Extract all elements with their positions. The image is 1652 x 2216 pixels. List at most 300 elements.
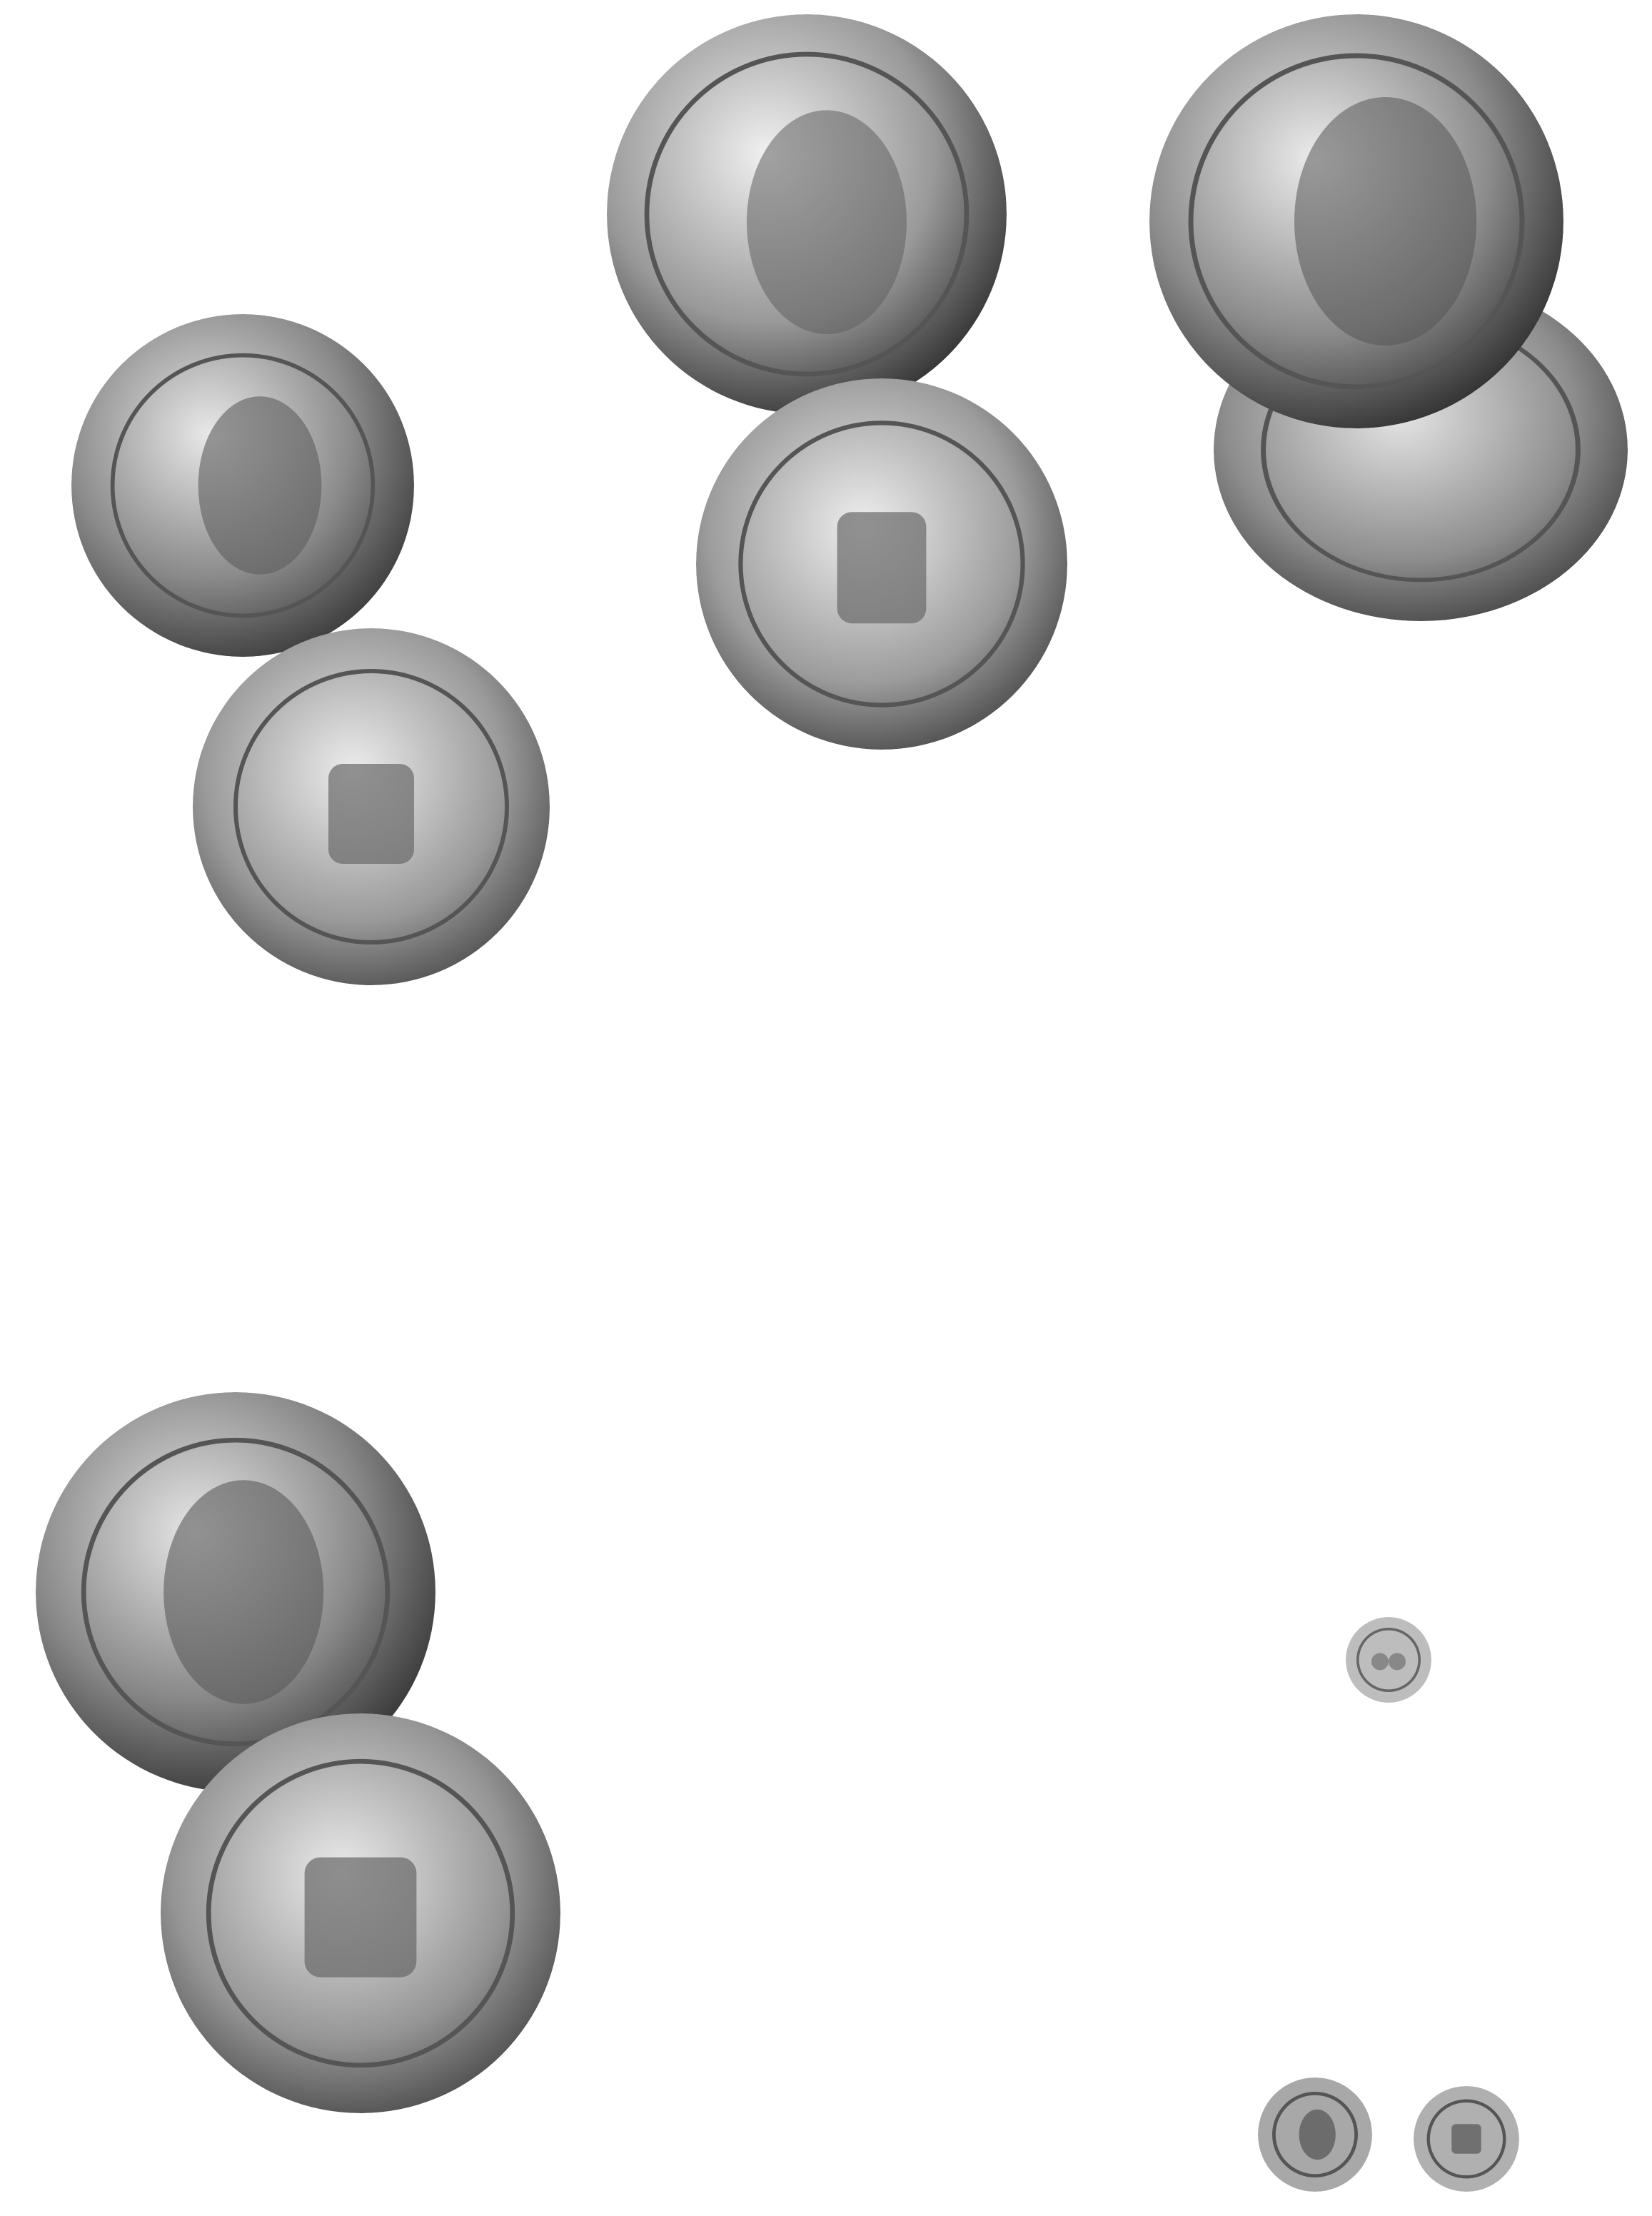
table-cell — [243, 2166, 293, 2182]
table-cell — [1142, 1766, 1210, 1782]
table-cell — [960, 948, 1035, 965]
table-cell — [1142, 797, 1210, 814]
table-cell — [821, 815, 889, 831]
table-cell — [353, 1129, 421, 1146]
table-cell — [353, 2124, 421, 2140]
table-cell — [1356, 1749, 1424, 1766]
table-header — [607, 798, 1107, 815]
table-cell — [1496, 977, 1571, 994]
table-cell — [1035, 1341, 1107, 1358]
table-cell — [421, 1071, 514, 1087]
table-cell — [760, 965, 821, 981]
table-cell — [1571, 945, 1642, 961]
table-cell — [1142, 1825, 1210, 1841]
table-cell — [1035, 1416, 1107, 1433]
table-cell — [514, 1087, 571, 1104]
table-row — [79, 166, 578, 183]
table-row — [79, 1129, 578, 1146]
table-cell — [675, 1475, 760, 1491]
table-cell — [889, 1107, 960, 1124]
table-cell — [1210, 905, 1296, 921]
table-cell — [1296, 855, 1356, 872]
table-cell — [760, 1341, 821, 1358]
table-cell — [1035, 1065, 1107, 1082]
table-cell — [607, 1107, 675, 1124]
table-cell — [960, 1224, 1035, 1241]
table-cell — [760, 1475, 821, 1491]
table-cell — [343, 84, 414, 101]
table-cell — [607, 1166, 675, 1182]
table-cell — [1210, 1749, 1296, 1766]
table-row — [1142, 1907, 1642, 1923]
table-cell — [607, 1049, 675, 1065]
table-cell — [1424, 685, 1496, 701]
table-cell — [79, 35, 146, 51]
column-1-lower — [79, 994, 578, 1188]
table-cell — [1210, 1841, 1296, 1858]
table-cell — [675, 1208, 760, 1224]
table-cell — [821, 1433, 889, 1449]
table-cell — [607, 1208, 675, 1224]
table-cell — [889, 815, 960, 831]
table-cell — [1296, 1874, 1356, 1890]
table-cell — [1571, 1858, 1642, 1874]
table-cell — [1356, 1782, 1424, 1798]
table-cell — [1356, 888, 1424, 905]
table-cell — [960, 1416, 1035, 1433]
table-cell — [1424, 1874, 1496, 1890]
table-cell — [1496, 994, 1571, 1010]
table-cell — [1035, 1107, 1107, 1124]
table-cell — [760, 873, 821, 890]
table-cell — [1356, 685, 1424, 701]
table-cell — [79, 2124, 146, 2140]
table-cell — [1035, 1257, 1107, 1274]
table-cell — [1356, 1890, 1424, 1907]
table-cell — [960, 1149, 1035, 1166]
table-cell — [1571, 685, 1642, 701]
dav-ref — [79, 994, 578, 1012]
table-cell — [607, 1475, 675, 1491]
table-cell — [960, 915, 1035, 932]
table-row — [79, 1087, 578, 1104]
table-cell — [1035, 1208, 1107, 1224]
header-vg — [289, 19, 350, 35]
table-cell — [146, 35, 228, 51]
table-cell — [1571, 1027, 1642, 1043]
table-cell — [1296, 760, 1356, 776]
table-cell — [1571, 1907, 1642, 1923]
table-row — [1142, 872, 1642, 888]
table-cell — [1210, 743, 1296, 760]
table-cell — [1496, 921, 1571, 937]
table-cell — [146, 2166, 243, 2182]
table-cell — [1424, 1841, 1496, 1858]
table-cell — [1035, 965, 1107, 981]
table-cell — [228, 84, 278, 101]
coin-image-km94-obverse — [607, 14, 1007, 414]
table-cell — [821, 1299, 889, 1316]
table-cell — [414, 117, 485, 134]
table-cell — [1424, 921, 1496, 937]
table-cell — [760, 1065, 821, 1082]
table-cell — [1496, 1907, 1571, 1923]
table-cell — [1142, 1841, 1210, 1858]
table-cell — [228, 150, 278, 166]
table-cell — [1296, 945, 1356, 961]
table-cell — [675, 857, 760, 873]
table-cell — [760, 815, 821, 831]
table-row — [607, 948, 1107, 965]
table-cell — [1485, 797, 1578, 814]
table-row — [79, 68, 578, 84]
table-cell — [821, 1416, 889, 1433]
table-cell — [889, 1433, 960, 1449]
coin-image-km90-obverse — [71, 314, 414, 657]
table-cell — [1571, 1782, 1642, 1798]
table-row — [607, 1149, 1107, 1166]
table-cell — [889, 965, 960, 981]
table-cell — [1296, 1782, 1356, 1798]
table-cell — [1424, 822, 1496, 839]
table-cell — [1424, 839, 1496, 855]
table-cell — [1296, 977, 1356, 994]
table-cell — [343, 68, 414, 84]
table-cell — [1296, 872, 1356, 888]
table-cell — [278, 150, 564, 166]
table-cell — [514, 2124, 571, 2140]
table-cell — [1210, 1027, 1296, 1043]
table-cell — [79, 1071, 146, 1087]
table-cell — [1571, 855, 1642, 872]
table-row — [1142, 822, 1642, 839]
table-cell — [1035, 1049, 1107, 1065]
coin-image-1-8-ducat — [1346, 1617, 1431, 1703]
table-cell — [1424, 1010, 1496, 1027]
table-cell — [821, 1358, 889, 1374]
table-cell — [889, 932, 960, 948]
table-cell — [1296, 921, 1356, 937]
table-cell — [1210, 921, 1296, 937]
table-cell — [1142, 743, 1210, 760]
table-cell — [760, 915, 821, 932]
table-row — [1142, 1874, 1642, 1890]
table-cell — [1296, 1841, 1356, 1858]
table-cell — [1496, 1766, 1571, 1782]
table-cell — [1142, 888, 1210, 905]
table-cell — [760, 857, 821, 873]
table-row — [607, 1049, 1107, 1065]
table-cell — [228, 134, 278, 150]
table-cell — [607, 948, 675, 965]
table-header — [79, 19, 578, 35]
table-cell — [1356, 994, 1424, 1010]
table-cell — [414, 101, 485, 117]
table-cell — [1496, 1890, 1571, 1907]
table-cell — [760, 1400, 821, 1416]
table-cell — [1356, 1858, 1424, 1874]
table-row — [607, 1224, 1107, 1241]
table-cell — [1035, 1149, 1107, 1166]
dav-ref — [79, 1111, 578, 1129]
table-cell — [1424, 961, 1496, 977]
table-cell — [760, 1358, 821, 1374]
table-cell — [293, 1029, 353, 1045]
table-cell — [960, 932, 1035, 948]
table-cell — [293, 2166, 353, 2182]
dav-ref — [79, 1052, 578, 1071]
table-cell — [1496, 961, 1571, 977]
table-cell — [1424, 945, 1496, 961]
table-row — [607, 1166, 1107, 1182]
table-row — [1142, 1766, 1642, 1782]
table-cell — [960, 1107, 1035, 1124]
dav-ref — [607, 1089, 1107, 1107]
table-cell — [1142, 1749, 1210, 1766]
table-cell — [607, 1400, 675, 1416]
table-cell — [1356, 855, 1424, 872]
table-cell — [675, 932, 760, 948]
table-cell — [675, 915, 760, 932]
dav-ref — [607, 1323, 1107, 1341]
table-cell — [607, 1065, 675, 1082]
table-row — [1142, 839, 1642, 855]
table-cell — [243, 1129, 293, 1146]
table-cell — [1035, 1224, 1107, 1241]
table-cell — [889, 948, 960, 965]
table-cell — [607, 1224, 675, 1241]
header-fine — [350, 19, 421, 35]
table-cell — [1571, 822, 1642, 839]
table-cell — [1496, 905, 1571, 921]
table-cell — [414, 35, 485, 51]
table-cell — [1424, 701, 1496, 717]
table-cell — [889, 1208, 960, 1224]
table-cell — [1424, 994, 1496, 1010]
table-cell — [821, 948, 889, 965]
table-cell — [146, 1012, 243, 1029]
table-cell — [1142, 1858, 1210, 1874]
table-cell — [675, 948, 760, 965]
header-km — [79, 19, 146, 35]
table-row — [607, 1475, 1107, 1491]
table-cell — [353, 1087, 421, 1104]
dav-ref — [1142, 725, 1642, 743]
km89-table — [79, 35, 578, 150]
table-row — [1142, 921, 1642, 937]
table-cell — [1496, 1874, 1571, 1890]
table-cell — [1296, 1749, 1356, 1766]
table-cell — [960, 1049, 1035, 1065]
table-cell — [760, 1007, 821, 1023]
table-row — [79, 84, 578, 101]
table-cell — [760, 948, 821, 965]
table-row — [607, 815, 1107, 831]
table-cell — [821, 1007, 889, 1023]
table-cell — [889, 1049, 960, 1065]
table-cell — [675, 1257, 760, 1274]
table-cell — [675, 1107, 760, 1124]
column-2 — [607, 780, 1107, 1491]
table-cell — [485, 68, 560, 84]
table-cell — [1142, 1907, 1210, 1923]
table-cell — [514, 1029, 571, 1045]
table-cell — [1571, 743, 1642, 760]
table-cell — [675, 1341, 760, 1358]
table-cell — [1296, 888, 1356, 905]
table-cell — [1142, 701, 1210, 717]
dav-ref — [607, 1189, 1107, 1208]
table-cell — [1296, 839, 1356, 855]
table-cell — [1571, 872, 1642, 888]
table-cell — [1571, 1841, 1642, 1858]
table-cell — [675, 1416, 760, 1433]
header-date-mintage — [146, 19, 289, 35]
coin-image-km93-reverse — [161, 1713, 560, 2113]
table-row — [607, 1416, 1107, 1433]
table-cell — [228, 51, 278, 68]
dav-ref — [607, 1131, 1107, 1149]
table-cell — [1424, 977, 1496, 994]
table-cell — [1035, 1475, 1107, 1491]
table-cell — [1296, 905, 1356, 921]
table-cell — [1142, 921, 1210, 937]
table-cell — [1142, 905, 1210, 921]
table-cell — [1210, 701, 1296, 717]
table-cell — [760, 1241, 821, 1257]
table-cell — [146, 84, 228, 101]
table-cell — [675, 1299, 760, 1316]
table-cell — [1035, 1299, 1107, 1316]
table-row — [1142, 685, 1642, 701]
table-cell — [1356, 945, 1424, 961]
table-cell — [228, 166, 278, 183]
table-cell — [1496, 1825, 1571, 1841]
table-cell — [1035, 815, 1107, 831]
table-row — [79, 35, 578, 51]
table-row — [79, 51, 578, 68]
table-row — [1142, 797, 1642, 814]
table-cell — [1210, 977, 1296, 994]
table-cell — [821, 915, 889, 932]
table-cell — [1356, 1027, 1424, 1043]
table-cell — [1210, 1798, 1296, 1815]
table-cell — [1571, 905, 1642, 921]
table-cell — [821, 1208, 889, 1224]
table-cell — [1496, 760, 1571, 776]
table-cell — [889, 873, 960, 890]
table-row — [607, 1241, 1107, 1257]
table-cell — [1424, 1890, 1496, 1907]
table-cell — [1210, 685, 1296, 701]
table-cell — [1035, 932, 1107, 948]
table-cell — [1496, 743, 1571, 760]
dav-ref — [79, 1153, 578, 1172]
table-cell — [1424, 1027, 1496, 1043]
table-cell — [821, 1166, 889, 1182]
table-cell — [1424, 1798, 1496, 1815]
column-3 — [1142, 650, 1642, 1043]
table-row — [1142, 994, 1642, 1010]
table-cell — [353, 1071, 421, 1087]
table-cell — [146, 1172, 243, 1188]
table-cell — [1356, 701, 1424, 717]
table-cell — [414, 68, 485, 84]
table-cell — [607, 1433, 675, 1449]
table-cell — [1035, 1358, 1107, 1374]
table-cell — [675, 965, 760, 981]
table-cell — [514, 1172, 571, 1188]
table-cell — [278, 35, 343, 51]
table-cell — [146, 2124, 243, 2140]
table-cell — [1210, 872, 1296, 888]
table-cell — [1424, 1749, 1496, 1766]
table-cell — [421, 1087, 514, 1104]
table-cell — [1496, 888, 1571, 905]
table-row — [79, 117, 578, 134]
table-row — [1142, 977, 1642, 994]
table-row — [607, 1433, 1107, 1449]
table-cell — [293, 1172, 353, 1188]
table-cell — [243, 2107, 293, 2124]
table-cell — [960, 1358, 1035, 1374]
table-cell — [1142, 822, 1210, 839]
table-cell — [1571, 760, 1642, 776]
table-cell — [1210, 1890, 1296, 1907]
table-cell — [821, 1241, 889, 1257]
table-cell — [1296, 822, 1356, 839]
table-cell — [1142, 839, 1210, 855]
table-cell — [675, 1166, 760, 1182]
table-cell — [1035, 1400, 1107, 1416]
table-cell — [1571, 839, 1642, 855]
table-cell — [1496, 855, 1571, 872]
table-cell — [821, 932, 889, 948]
table-cell — [146, 51, 228, 68]
table-cell — [1142, 945, 1210, 961]
table-cell — [146, 1087, 243, 1104]
table-cell — [1356, 797, 1417, 814]
table-cell — [146, 2107, 243, 2124]
table-cell — [1210, 994, 1296, 1010]
table-cell — [79, 68, 146, 84]
table-cell — [1210, 822, 1296, 839]
header-vf — [421, 19, 493, 35]
table-cell — [889, 1065, 960, 1082]
table-cell — [79, 84, 146, 101]
table-cell — [675, 1007, 760, 1023]
table-row — [1142, 855, 1642, 872]
table-cell — [675, 873, 760, 890]
table-row — [607, 1400, 1107, 1416]
dav-ref — [607, 1456, 1107, 1475]
table-cell — [1571, 1890, 1642, 1907]
table-cell — [1356, 872, 1424, 888]
table-cell — [1571, 701, 1642, 717]
table-cell — [1496, 1841, 1571, 1858]
table-cell — [1496, 1027, 1571, 1043]
table-cell — [1296, 994, 1356, 1010]
table-cell — [889, 1400, 960, 1416]
table-cell — [421, 1029, 514, 1045]
table-row — [1142, 905, 1642, 921]
table-cell — [1210, 797, 1306, 814]
table-cell — [1356, 1798, 1424, 1815]
table-row — [1142, 888, 1642, 905]
table-cell — [889, 1224, 960, 1241]
table-row — [1142, 1825, 1642, 1841]
table-cell — [1424, 1907, 1496, 1923]
